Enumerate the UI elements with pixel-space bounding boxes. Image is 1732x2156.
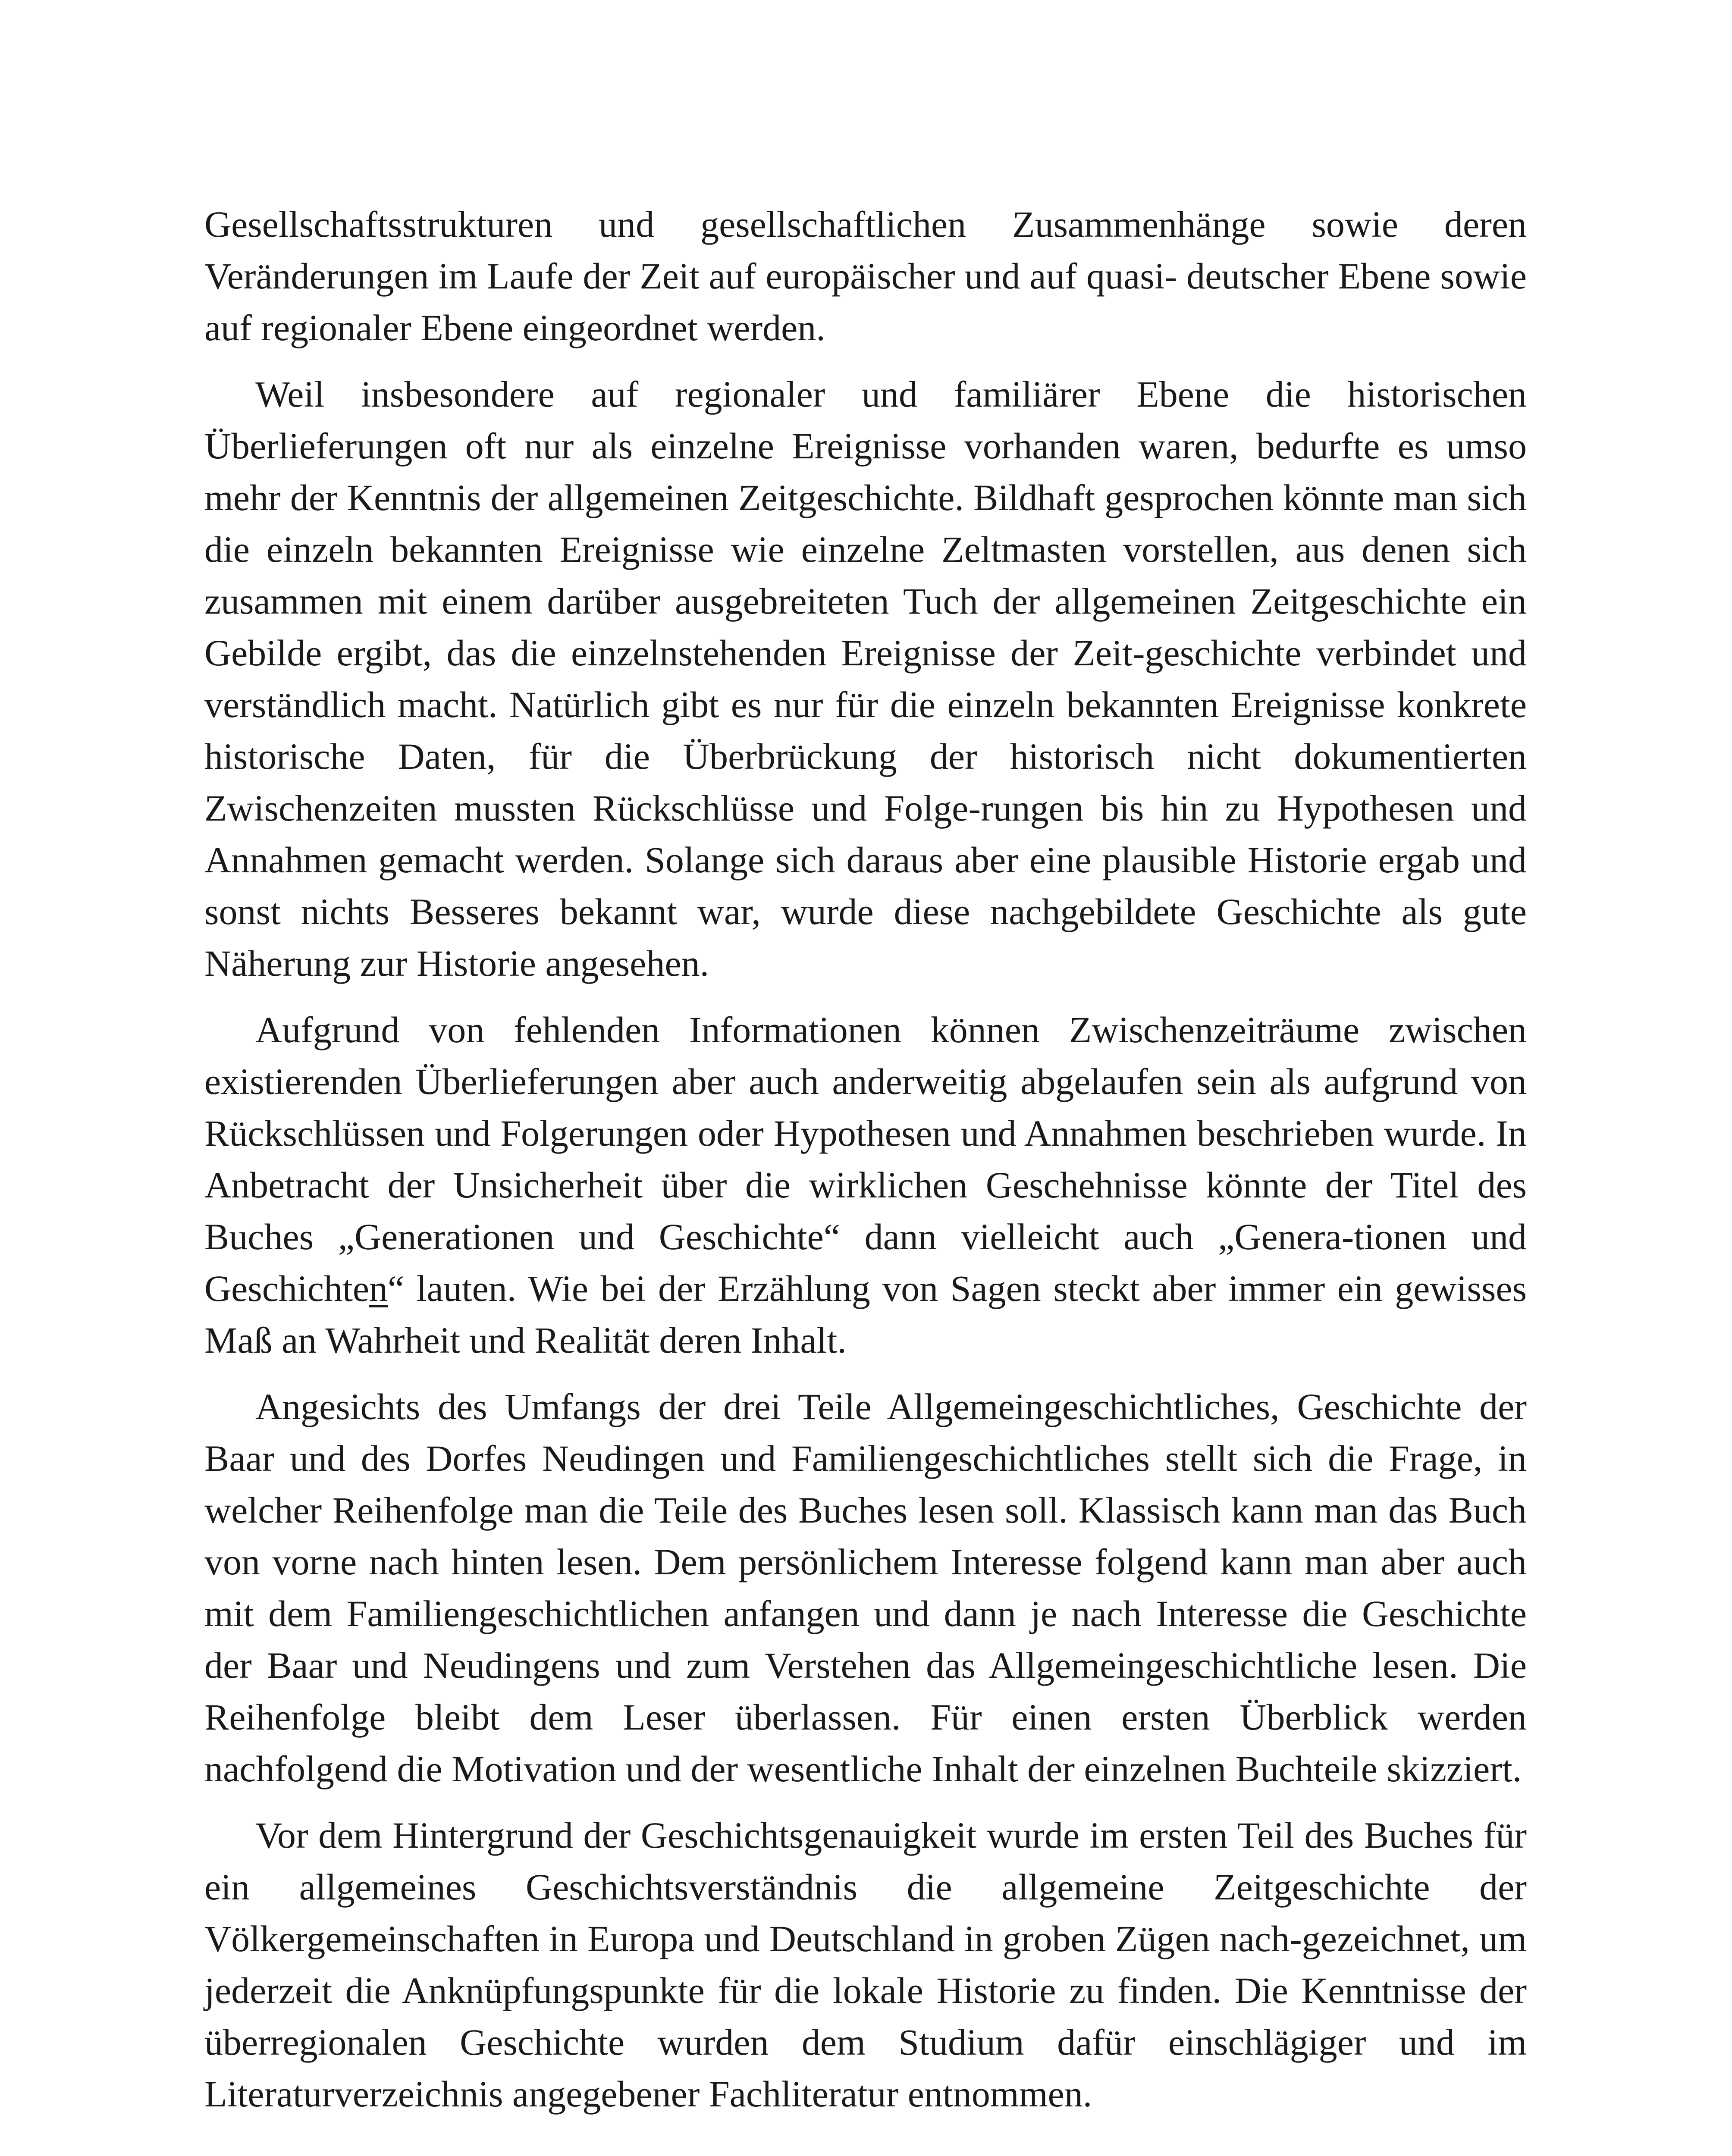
paragraph-5-text: Vor dem Hintergrund der Geschichtsgenauigkeit wurde im ersten Teil des Buches für ein allgemeines Geschichtsverständnis die allgemeine Zeitgeschichte der Völkergemeinschaften in Europa und Deutschland in groben Zügen nach-gezeichnet, um jederzeit die Anknüpfungspunkte für die lokale Historie zu finden. Die Kenntnisse der überregionalen Geschichte wurden dem Studium dafür einschlägiger und im Literaturverzeichnis angegebener Fachliteratur entnommen. — [204, 1814, 1527, 2115]
paragraph-3 — [204, 1004, 1527, 1366]
paragraph-3-text-a: Aufgrund von fehlenden Informationen können Zwischenzeiträume zwischen existierenden Überlieferungen aber auch anderweitig abgelaufen sein als aufgrund von Rückschlüssen und Folgerungen oder Hypothesen und Annahmen beschrieben wurde. In Anbetracht der Unsicherheit über die wirklichen Geschehnisse könnte der Titel des Buches „Generationen und Geschichte“ dann vielleicht auch „Genera-tionen und Geschichte — [204, 1009, 1527, 1309]
paragraph-1 — [204, 198, 1527, 354]
paragraph-1-text: Gesellschaftsstrukturen und gesellschaftlichen Zusammenhänge sowie deren Veränderungen im Laufe der Zeit auf europäischer und auf quasi- deutscher Ebene sowie auf regionaler Ebene eingeordnet werden. — [204, 204, 1527, 348]
body-text — [204, 198, 1527, 2134]
paragraph-5 — [204, 1809, 1527, 2120]
underlined-letter: n — [369, 1268, 388, 1309]
paragraph-4 — [204, 1381, 1527, 1795]
paragraph-4-text: Angesichts des Umfangs der drei Teile Allgemeingeschichtliches, Geschichte der Baar und des Dorfes Neudingen und Familiengeschichtliches stellt sich die Frage, in welcher Reihenfolge man die Teile des Buches lesen soll. Klassisch kann man das Buch von vorne nach hinten lesen. Dem persönlichem Interesse folgend kann man aber auch mit dem Familiengeschichtlichen anfangen und dann je nach Interesse die Geschichte der Baar und Neudingens und zum Verstehen das Allgemeingeschichtliche lesen. Die Reihenfolge bleibt dem Leser überlassen. Für einen ersten Überblick werden nachfolgend die Motivation und der wesentliche Inhalt der einzelnen Buchteile skizziert. — [204, 1386, 1527, 1789]
paragraph-2 — [204, 368, 1527, 989]
paragraph-2-text: Weil insbesondere auf regionaler und familiärer Ebene die historischen Überlieferungen oft nur als einzelne Ereignisse vorhanden waren, bedurfte es umso mehr der Kenntnis der allgemeinen Zeitgeschichte. Bildhaft gesprochen könnte man sich die einzeln bekannten Ereignisse wie einzelne Zeltmasten vorstellen, aus denen sich zusammen mit einem darüber ausgebreiteten Tuch der allgemeinen Zeitgeschichte ein Gebilde ergibt, das die einzelnstehenden Ereignisse der Zeit-geschichte verbindet und verständlich macht. Natürlich gibt es nur für die einzeln bekannten Ereignisse konkrete historische Daten, für die Überbrückung der historisch nicht dokumentierten Zwischenzeiten mussten Rückschlüsse und Folge-rungen bis hin zu Hypothesen und Annahmen gemacht werden. Solange sich daraus aber eine plausible Historie ergab und sonst nichts Besseres bekannt war, wurde diese nachgebildete Geschichte als gute Näherung zur Historie angesehen. — [204, 373, 1527, 984]
paragraph-3-text-b: “ lauten. Wie bei der Erzählung von Sagen steckt aber immer ein gewisses Maß an Wahrheit und Realität deren Inhalt. — [204, 1268, 1527, 1361]
